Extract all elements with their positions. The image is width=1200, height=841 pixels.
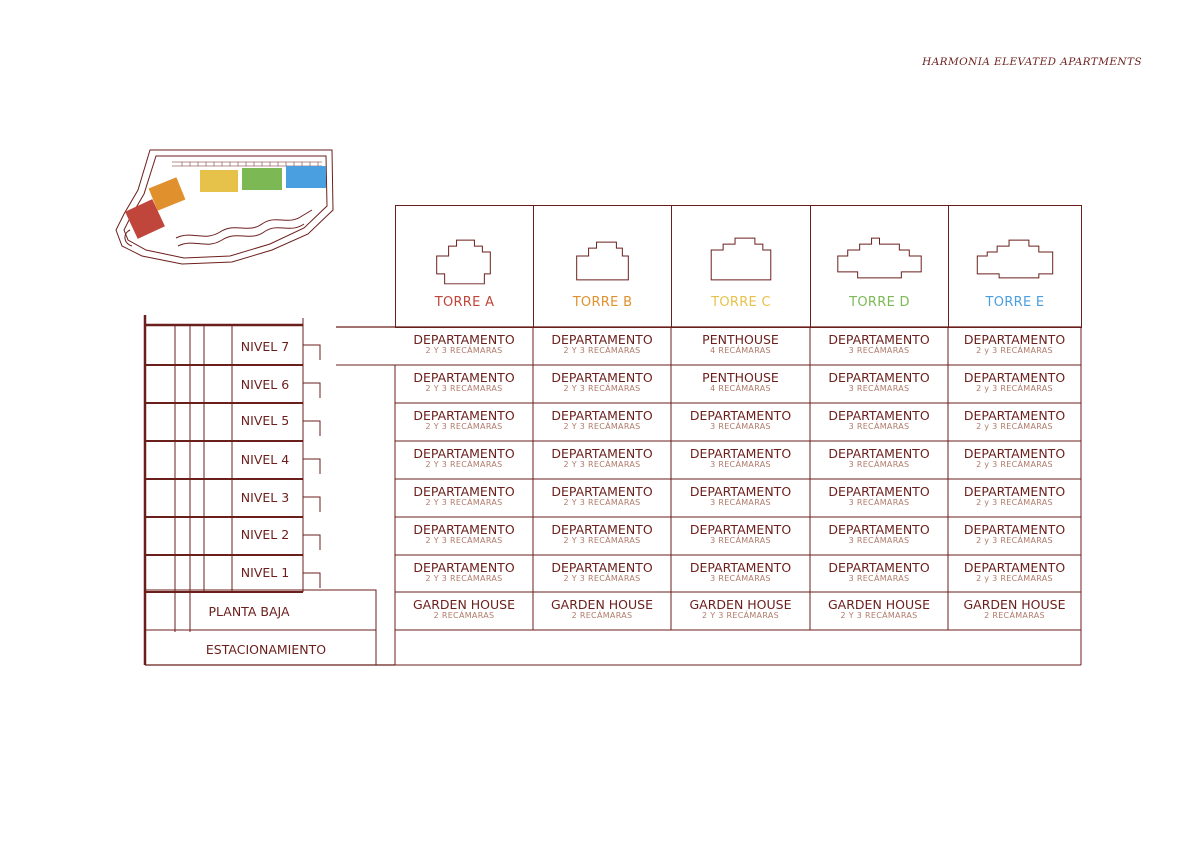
level-label-6: NIVEL 6 bbox=[233, 378, 297, 392]
unit-bedrooms: 2 Y 3 RECÁMARAS bbox=[425, 346, 503, 355]
unit-cell bbox=[671, 365, 810, 403]
building-slabs bbox=[145, 365, 303, 592]
unit-type: DEPARTAMENTO bbox=[551, 332, 653, 347]
unit-bedrooms: 2 RECÁMARAS bbox=[571, 611, 633, 620]
unit-cell bbox=[671, 403, 810, 441]
unit-cell bbox=[533, 441, 671, 479]
unit-bedrooms: 3 RECÁMARAS bbox=[848, 460, 910, 469]
unit-type: DEPARTAMENTO bbox=[828, 560, 930, 575]
unit-type: GARDEN HOUSE bbox=[689, 597, 792, 612]
unit-type: DEPARTAMENTO bbox=[413, 370, 515, 385]
unit-cell bbox=[810, 592, 948, 630]
unit-bedrooms: 3 RECÁMARAS bbox=[848, 422, 910, 431]
unit-bedrooms: 3 RECÁMARAS bbox=[710, 536, 771, 545]
parking-label: ESTACIONAMIENTO bbox=[205, 642, 327, 657]
unit-cell bbox=[810, 517, 948, 555]
unit-bedrooms: 2 Y 3 RECÁMARAS bbox=[563, 574, 641, 583]
level-label-2: NIVEL 2 bbox=[233, 528, 297, 542]
unit-bedrooms: 4 RECÁMARAS bbox=[710, 346, 771, 355]
unit-bedrooms: 3 RECÁMARAS bbox=[710, 498, 771, 507]
unit-type: DEPARTAMENTO bbox=[551, 522, 653, 537]
unit-cell bbox=[395, 403, 533, 441]
unit-bedrooms: 2 y 3 RECÁMARAS bbox=[976, 574, 1053, 583]
unit-type: GARDEN HOUSE bbox=[413, 597, 515, 612]
tower-name: TORRE A bbox=[434, 295, 495, 310]
unit-bedrooms: 3 RECÁMARAS bbox=[848, 536, 910, 545]
unit-bedrooms: 2 Y 3 RECÁMARAS bbox=[425, 498, 503, 507]
unit-bedrooms: 2 y 3 RECÁMARAS bbox=[976, 384, 1053, 393]
unit-bedrooms: 2 RECÁMARAS bbox=[984, 611, 1045, 620]
unit-bedrooms: 2 Y 3 RECÁMARAS bbox=[563, 346, 641, 355]
unit-cell bbox=[948, 441, 1081, 479]
unit-cell bbox=[810, 479, 948, 517]
unit-cell bbox=[533, 592, 671, 630]
unit-bedrooms: 2 Y 3 RECÁMARAS bbox=[563, 460, 641, 469]
unit-bedrooms: 2 RECÁMARAS bbox=[433, 611, 495, 620]
unit-type: DEPARTAMENTO bbox=[689, 408, 792, 423]
unit-cell bbox=[395, 365, 533, 403]
tower-footprint-icon bbox=[672, 228, 810, 288]
unit-bedrooms: 2 Y 3 RECÁMARAS bbox=[563, 498, 641, 507]
tower-header-torre-c bbox=[671, 205, 811, 328]
unit-bedrooms: 2 Y 3 RECÁMARAS bbox=[425, 574, 503, 583]
unit-type: DEPARTAMENTO bbox=[828, 370, 930, 385]
unit-bedrooms: 2 Y 3 RECÁMARAS bbox=[840, 611, 918, 620]
unit-type: GARDEN HOUSE bbox=[963, 597, 1066, 612]
unit-cell bbox=[948, 365, 1081, 403]
unit-cell bbox=[948, 327, 1081, 365]
tower-footprint-icon bbox=[396, 228, 533, 288]
unit-cell bbox=[948, 517, 1081, 555]
unit-type: DEPARTAMENTO bbox=[828, 408, 930, 423]
tower-footprint-icon bbox=[949, 228, 1081, 288]
unit-cell bbox=[810, 441, 948, 479]
unit-type: DEPARTAMENTO bbox=[413, 484, 515, 499]
unit-type: DEPARTAMENTO bbox=[689, 484, 792, 499]
unit-cell bbox=[533, 517, 671, 555]
unit-cell bbox=[671, 555, 810, 592]
unit-bedrooms: 2 y 3 RECÁMARAS bbox=[976, 346, 1053, 355]
unit-bedrooms: 3 RECÁMARAS bbox=[710, 422, 771, 431]
unit-type: DEPARTAMENTO bbox=[689, 522, 792, 537]
unit-type: DEPARTAMENTO bbox=[963, 446, 1066, 461]
unit-type: DEPARTAMENTO bbox=[413, 446, 515, 461]
unit-bedrooms: 2 Y 3 RECÁMARAS bbox=[563, 384, 641, 393]
unit-bedrooms: 2 y 3 RECÁMARAS bbox=[976, 498, 1053, 507]
unit-bedrooms: 4 RECÁMARAS bbox=[710, 384, 771, 393]
unit-bedrooms: 2 Y 3 RECÁMARAS bbox=[563, 422, 641, 431]
unit-type: DEPARTAMENTO bbox=[551, 484, 653, 499]
unit-bedrooms: 3 RECÁMARAS bbox=[710, 574, 771, 583]
unit-type: DEPARTAMENTO bbox=[551, 370, 653, 385]
unit-cell bbox=[533, 327, 671, 365]
unit-cell bbox=[671, 479, 810, 517]
unit-bedrooms: 2 Y 3 RECÁMARAS bbox=[425, 384, 503, 393]
unit-type: DEPARTAMENTO bbox=[413, 522, 515, 537]
unit-type: DEPARTAMENTO bbox=[551, 408, 653, 423]
unit-type: DEPARTAMENTO bbox=[963, 408, 1066, 423]
unit-type: DEPARTAMENTO bbox=[413, 408, 515, 423]
unit-type: PENTHOUSE bbox=[702, 332, 779, 347]
unit-bedrooms: 2 Y 3 RECÁMARAS bbox=[425, 536, 503, 545]
level-label-3: NIVEL 3 bbox=[233, 491, 297, 505]
unit-cell bbox=[810, 403, 948, 441]
tower-header-torre-b bbox=[533, 205, 672, 328]
unit-type: DEPARTAMENTO bbox=[828, 522, 930, 537]
unit-bedrooms: 2 Y 3 RECÁMARAS bbox=[425, 460, 503, 469]
unit-bedrooms: 2 y 3 RECÁMARAS bbox=[976, 422, 1053, 431]
level-label-1: NIVEL 1 bbox=[233, 566, 297, 580]
tower-footprint-icon bbox=[534, 228, 671, 288]
tower-header-torre-d bbox=[810, 205, 949, 328]
unit-cell bbox=[948, 592, 1081, 630]
unit-bedrooms: 3 RECÁMARAS bbox=[710, 460, 771, 469]
unit-type: DEPARTAMENTO bbox=[963, 370, 1066, 385]
unit-type: DEPARTAMENTO bbox=[963, 522, 1066, 537]
unit-cell bbox=[810, 365, 948, 403]
unit-bedrooms: 3 RECÁMARAS bbox=[848, 498, 910, 507]
unit-type: DEPARTAMENTO bbox=[963, 332, 1066, 347]
unit-bedrooms: 2 y 3 RECÁMARAS bbox=[976, 536, 1053, 545]
unit-type: DEPARTAMENTO bbox=[963, 560, 1066, 575]
level-label-5: NIVEL 5 bbox=[233, 414, 297, 428]
unit-cell bbox=[671, 327, 810, 365]
tower-name: TORRE E bbox=[985, 295, 1045, 310]
unit-bedrooms: 2 Y 3 RECÁMARAS bbox=[425, 422, 503, 431]
unit-cell bbox=[395, 592, 533, 630]
unit-cell bbox=[533, 403, 671, 441]
unit-type: PENTHOUSE bbox=[702, 370, 779, 385]
unit-type: DEPARTAMENTO bbox=[551, 446, 653, 461]
unit-cell bbox=[395, 555, 533, 592]
unit-cell bbox=[533, 479, 671, 517]
unit-type: DEPARTAMENTO bbox=[689, 446, 792, 461]
ground-floor-label: PLANTA BAJA bbox=[208, 604, 290, 619]
unit-type: DEPARTAMENTO bbox=[413, 560, 515, 575]
unit-type: DEPARTAMENTO bbox=[828, 484, 930, 499]
unit-type: GARDEN HOUSE bbox=[828, 597, 930, 612]
level-label-4: NIVEL 4 bbox=[233, 453, 297, 467]
tower-name: TORRE C bbox=[711, 295, 771, 310]
unit-type: DEPARTAMENTO bbox=[551, 560, 653, 575]
unit-cell bbox=[948, 555, 1081, 592]
unit-bedrooms: 2 Y 3 RECÁMARAS bbox=[563, 536, 641, 545]
unit-cell bbox=[395, 441, 533, 479]
unit-bedrooms: 3 RECÁMARAS bbox=[848, 384, 910, 393]
unit-cell bbox=[671, 517, 810, 555]
tower-name: TORRE D bbox=[849, 295, 910, 310]
unit-bedrooms: 3 RECÁMARAS bbox=[848, 346, 910, 355]
unit-type: DEPARTAMENTO bbox=[963, 484, 1066, 499]
unit-cell bbox=[533, 555, 671, 592]
tower-footprint-icon bbox=[811, 228, 948, 288]
unit-cell bbox=[395, 517, 533, 555]
unit-cell bbox=[671, 441, 810, 479]
unit-type: DEPARTAMENTO bbox=[828, 332, 930, 347]
tower-header-torre-e bbox=[948, 205, 1082, 328]
building-ground-columns bbox=[175, 592, 190, 632]
unit-type: DEPARTAMENTO bbox=[689, 560, 792, 575]
unit-cell bbox=[810, 327, 948, 365]
building-balconies bbox=[303, 345, 320, 588]
tower-name: TORRE B bbox=[572, 295, 633, 310]
unit-type: GARDEN HOUSE bbox=[551, 597, 653, 612]
unit-cell bbox=[533, 365, 671, 403]
unit-bedrooms: 2 y 3 RECÁMARAS bbox=[976, 460, 1053, 469]
unit-type: DEPARTAMENTO bbox=[828, 446, 930, 461]
unit-cell bbox=[395, 479, 533, 517]
unit-cell bbox=[948, 479, 1081, 517]
level-label-7: NIVEL 7 bbox=[233, 340, 297, 354]
unit-type: DEPARTAMENTO bbox=[413, 332, 515, 347]
unit-cell bbox=[395, 327, 533, 365]
unit-cell bbox=[948, 403, 1081, 441]
tower-header-torre-a bbox=[395, 205, 534, 328]
unit-bedrooms: 2 Y 3 RECÁMARAS bbox=[701, 611, 780, 620]
unit-bedrooms: 3 RECÁMARAS bbox=[848, 574, 910, 583]
brand-title: HARMONIA ELEVATED APARTMENTS bbox=[922, 56, 1142, 68]
unit-cell bbox=[810, 555, 948, 592]
unit-cell bbox=[671, 592, 810, 630]
